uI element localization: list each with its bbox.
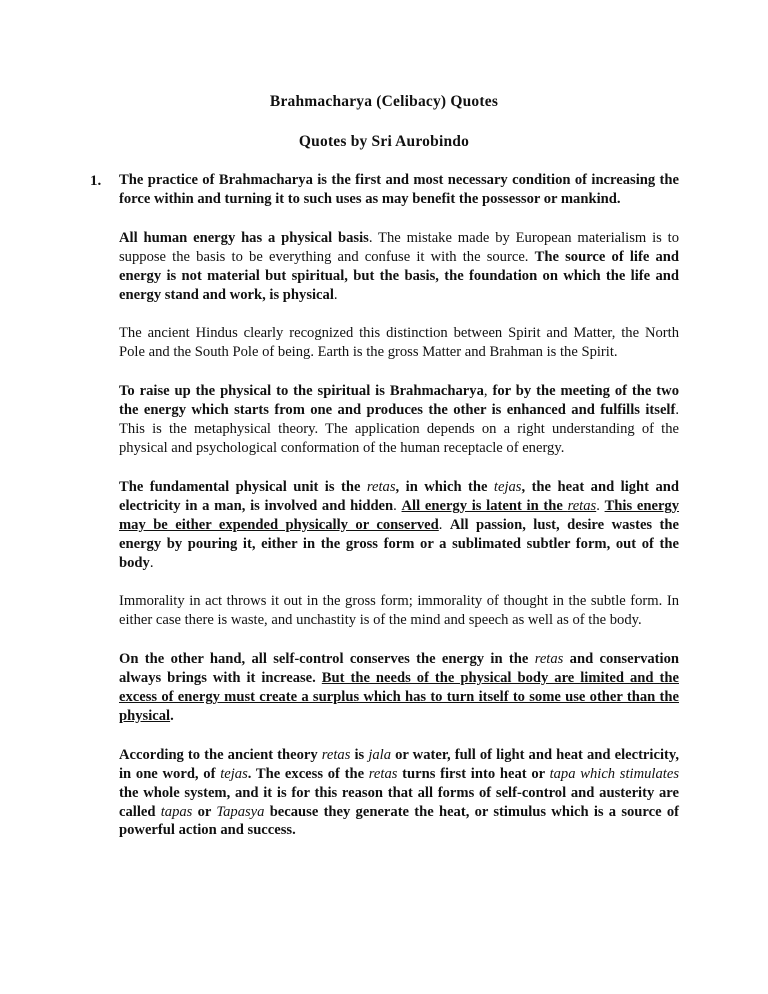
paragraph (119, 746, 679, 841)
text-run: Immorality in act throws it out in the gross form; immorality of thought in the subtle form. In either case there is waste, and unchastity is of the mind and speech as well as of the body. (119, 593, 679, 629)
text-run: . (170, 707, 174, 724)
text-run: . (333, 286, 338, 303)
text-run: This energy may be either expended physically or conserved (119, 497, 680, 533)
text-run: . (438, 516, 450, 533)
text-run: jala (368, 746, 392, 763)
text-run: All energy is latent in the (401, 497, 568, 514)
text-run: . (149, 554, 154, 571)
text-run: , (483, 383, 493, 400)
document-subtitle: Quotes by Sri Aurobindo (298, 133, 470, 150)
text-run: tapa which stimulates (549, 765, 679, 782)
text-run: or (192, 803, 217, 820)
text-run: retas (567, 497, 597, 514)
paragraph (119, 324, 679, 362)
text-run: retas (368, 765, 398, 782)
text-run: because they generate the heat, or stimulus which is a source of powerful action and success. (119, 803, 679, 839)
text-run: , in which the (395, 478, 494, 495)
text-run: for by the meeting of the two the energy which starts from one and produces the other is enhanced and fulfills itself (119, 383, 680, 419)
paragraph (119, 592, 679, 630)
text-run: . (393, 497, 402, 514)
text-run: . This is the metaphysical theory. The application depends on a right understanding of the physical and psychological conformation of the human receptacle of energy. (119, 402, 679, 456)
text-run: , the heat and light and electricity in a man, is involved and hidden (119, 478, 679, 514)
text-run: the whole system, and it is for this reason that all forms of self-control and austerity are called (119, 784, 679, 820)
text-run: All human energy has a physical basis (119, 229, 369, 246)
paragraph (119, 171, 679, 209)
text-run: To raise up the physical to the spiritual is Brahmacharya (119, 383, 484, 400)
quote-body (119, 171, 679, 860)
text-run: and conservation always brings with it increase. (119, 651, 679, 687)
text-run: On the other hand, all self-control conserves the energy in the (119, 651, 535, 668)
paragraph (119, 650, 679, 726)
text-run: The ancient Hindus clearly recognized this distinction between Spirit and Matter, the North Pole and the South Pole of being. Earth is the gross Matter and Brahman is the Spirit. (119, 325, 679, 361)
text-run: retas (534, 651, 564, 668)
list-item-number: 1. (90, 173, 102, 189)
paragraph (119, 478, 679, 573)
text-run: . The mistake made by European materialism is to suppose the basis to be everything and confuse it with the source. (119, 229, 679, 265)
text-run: The fundamental physical unit is the (119, 478, 367, 495)
text-run: is (350, 746, 369, 763)
text-run: tejas (220, 765, 248, 782)
text-run: . (596, 497, 605, 514)
text-run: or water, full of light and heat and electricity, in one word, of (119, 746, 679, 782)
text-run: The practice of Brahmacharya is the first and most necessary condition of increasing the force within and turning it to such uses as may benefit the possessor or mankind. (119, 172, 679, 207)
text-run: According to the ancient theory (119, 746, 322, 763)
text-run: But the needs of the physical body are limited and the excess of energy must create a surplus which has to turn itself to some use other than the physical (119, 670, 679, 724)
paragraph (119, 382, 679, 458)
text-run: tejas (493, 478, 522, 495)
text-run: Tapasya (216, 803, 265, 820)
text-run: . The excess of the (247, 765, 369, 782)
text-run: tapas (160, 803, 193, 820)
document-title: Brahmacharya (Celibacy) Quotes (269, 93, 499, 110)
text-run: retas (321, 746, 351, 763)
text-run: retas (366, 478, 396, 495)
text-run: turns first into heat or (397, 765, 550, 782)
text-run: All passion, lust, desire wastes the energy by pouring it, either in the gross form or a sublimated subtler form, out of the body (119, 516, 679, 571)
text-run: The source of life and energy is not material but spiritual, but the basis, the foundation on which the life and energy stand and work, is physical (119, 248, 679, 303)
paragraph (119, 229, 679, 305)
